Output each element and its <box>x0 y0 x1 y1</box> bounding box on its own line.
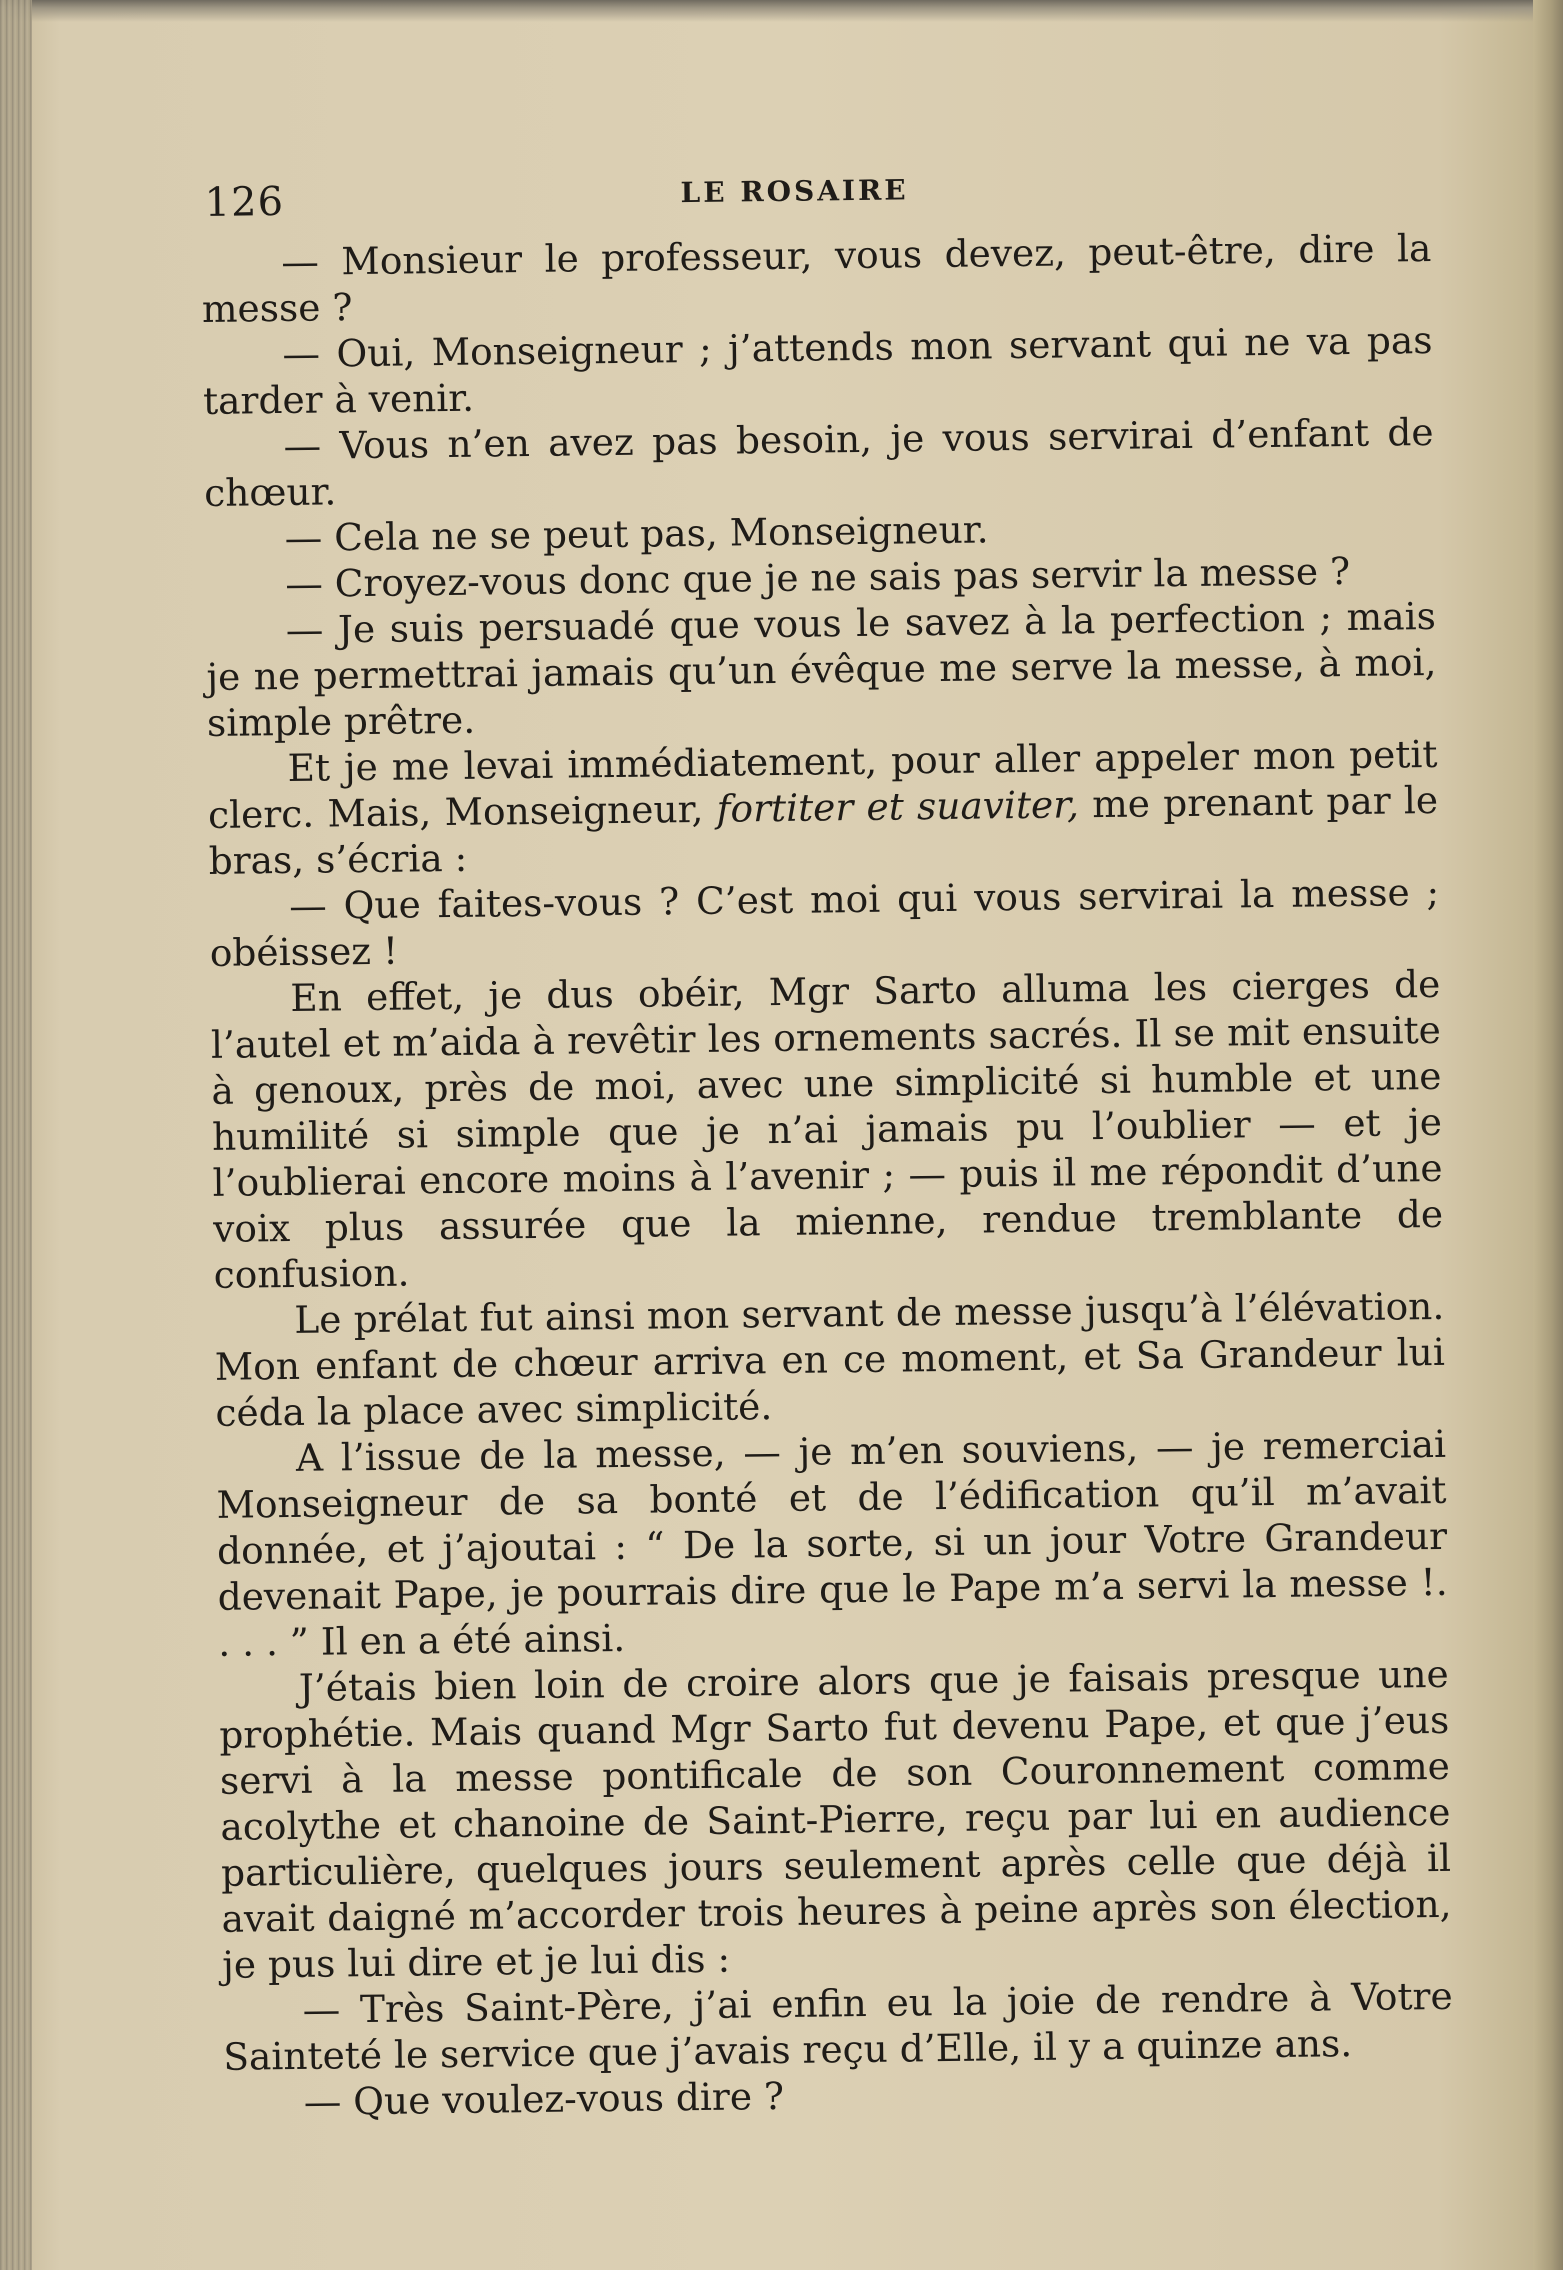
paragraph: — Monsieur le professeur, vous devez, peut-être, dire la messe ? <box>201 225 1432 331</box>
paragraph: — Que voulez-vous dire ? <box>303 2074 785 2124</box>
page-top-shadow <box>0 0 1563 22</box>
paragraph: — Très Saint-Père, j’ai enfin eu la joie de rendre à Votre Sainteté le service que j’avais reçu d’Elle, il y a quinze ans. <box>223 1973 1453 2079</box>
page-number: 126 <box>204 178 285 226</box>
paragraph: J’étais bien loin de croire alors que je faisais presque une prophétie. Mais quand Mgr Sarto fut devenu Pape, et que j’eus servi à la messe pontificale de son Couronnement comme acolythe et chanoine de Saint-Pierre, reçu par lui en audience particulière, quelques jours seulement après celle que déjà il avait daigné m’accorder trois heures à peine après son élection, je pus lui dire et je lui dis : <box>219 1651 1452 1987</box>
paragraph: A l’issue de la messe, — je m’en souviens, — je remerciai Monseigneur de sa bonté et de l’édification qu’il m’avait donnée, et j’ajoutai : “ De la sorte, si un jour Votre Grandeur devenait Pape, je pourrais dire que le Pape m’a servi la messe !. . . . ” Il en a été ainsi. <box>216 1421 1448 1665</box>
paragraph <box>207 731 1439 884</box>
latin-phrase: fortiter et suaviter, <box>716 782 1080 831</box>
running-title: LE ROSAIRE <box>680 173 909 210</box>
paragraph-text: me prenant par le bras, s’écria : <box>208 777 1439 883</box>
page-fore-edge <box>1533 0 1563 2270</box>
text-body <box>201 225 1454 2126</box>
paragraph: — Croyez-vous donc que je ne sais pas servir la messe ? <box>285 548 1351 606</box>
running-head <box>200 135 1431 240</box>
book-spine-edge <box>0 0 32 2270</box>
paragraph: — Oui, Monseigneur ; j’attends mon servant qui ne va pas tarder à venir. <box>202 317 1433 423</box>
paragraph: Le prélat fut ainsi mon servant de messe jusqu’à l’élévation. Mon enfant de chœur arriva en ce moment, et Sa Grandeur lui céda la place avec simplicité. <box>214 1283 1446 1435</box>
paragraph: — Je suis persuadé que vous le savez à la perfection ; mais je ne permettrai jamais qu’un évêque me serve la messe, à moi, simple prêtre. <box>206 593 1437 745</box>
paragraph: — Cela ne se peut pas, Monseigneur. <box>284 507 989 560</box>
paragraph: — Que faites-vous ? C’est moi qui vous servirai la messe ; obéissez ! <box>209 869 1440 975</box>
paragraph-text: Et je me levai immédiatement, pour aller appeler mon petit clerc. Mais, Monseigneur, <box>207 731 1438 837</box>
book-page <box>200 135 1455 2210</box>
paragraph: — Vous n’en avez pas besoin, je vous servirai d’enfant de chœur. <box>203 409 1434 515</box>
paragraph: En effet, je dus obéir, Mgr Sarto alluma les cierges de l’autel et m’aida à revêtir les ornements sacrés. Il se mit ensuite à genoux, près de moi, avec une simplicité si humble et une humilité si simple que je n’ai jamais pu l’oublier — et je l’oublierai encore moins à l’avenir ; — puis il me répondit d’une voix plus assurée que la mienne, rendue tremblante de confusion. <box>210 961 1444 1297</box>
